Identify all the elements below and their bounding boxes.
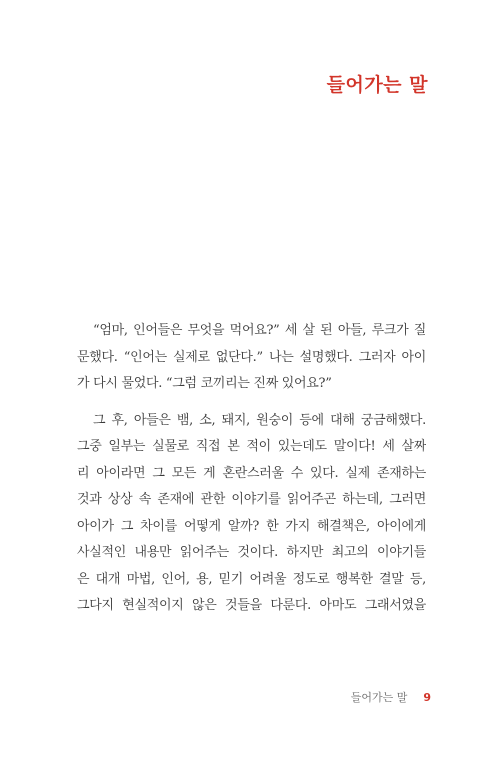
text-line: 그 후, 아들은 뱀, 소, 돼지, 원숭이 등에 대해 궁금해했다. xyxy=(93,412,426,428)
text-line: 은 대개 마법, 인어, 용, 믿기 어려울 정도로 행복한 결말 등, xyxy=(77,571,426,587)
text-line: 사실적인 내용만 읽어주는 것이다. 하지만 최고의 이야기들 xyxy=(77,545,426,560)
page-footer xyxy=(351,689,431,705)
text-line: 리 아이라면 그 모든 게 혼란스러울 수 있다. 실제 존재하는 xyxy=(77,465,426,481)
text-line: 문했다. “인어는 실제로 없단다.” 나는 설명했다. 그러자 아이 xyxy=(77,349,426,365)
paragraph-1 xyxy=(77,318,426,398)
text-line: “엄마, 인어들은 무엇을 먹어요?” 세 살 된 아들, 루크가 질 xyxy=(93,323,426,338)
page-number: 9 xyxy=(423,691,431,704)
text-line: 그중 일부는 실물로 직접 본 적이 있는데도 말이다! 세 살짜 xyxy=(77,439,426,454)
paragraph-2 xyxy=(77,408,426,620)
paragraph-spacer xyxy=(77,398,426,408)
text-line: 아이가 그 차이를 어떻게 알까? 한 가지 해결책은, 아이에게 xyxy=(77,518,426,534)
chapter-title: 들어가는 말 xyxy=(326,74,428,96)
text-line: 그다지 현실적이지 않은 것들을 다룬다. 아마도 그래서였을 xyxy=(77,598,426,613)
body-text xyxy=(77,318,426,620)
running-title: 들어가는 말 xyxy=(350,691,408,704)
text-line: 가 다시 물었다. “그럼 코끼리는 진짜 있어요?” xyxy=(77,376,332,391)
text-line: 것과 상상 속 존재에 관한 이야기를 읽어주곤 하는데, 그러면 xyxy=(77,492,426,507)
